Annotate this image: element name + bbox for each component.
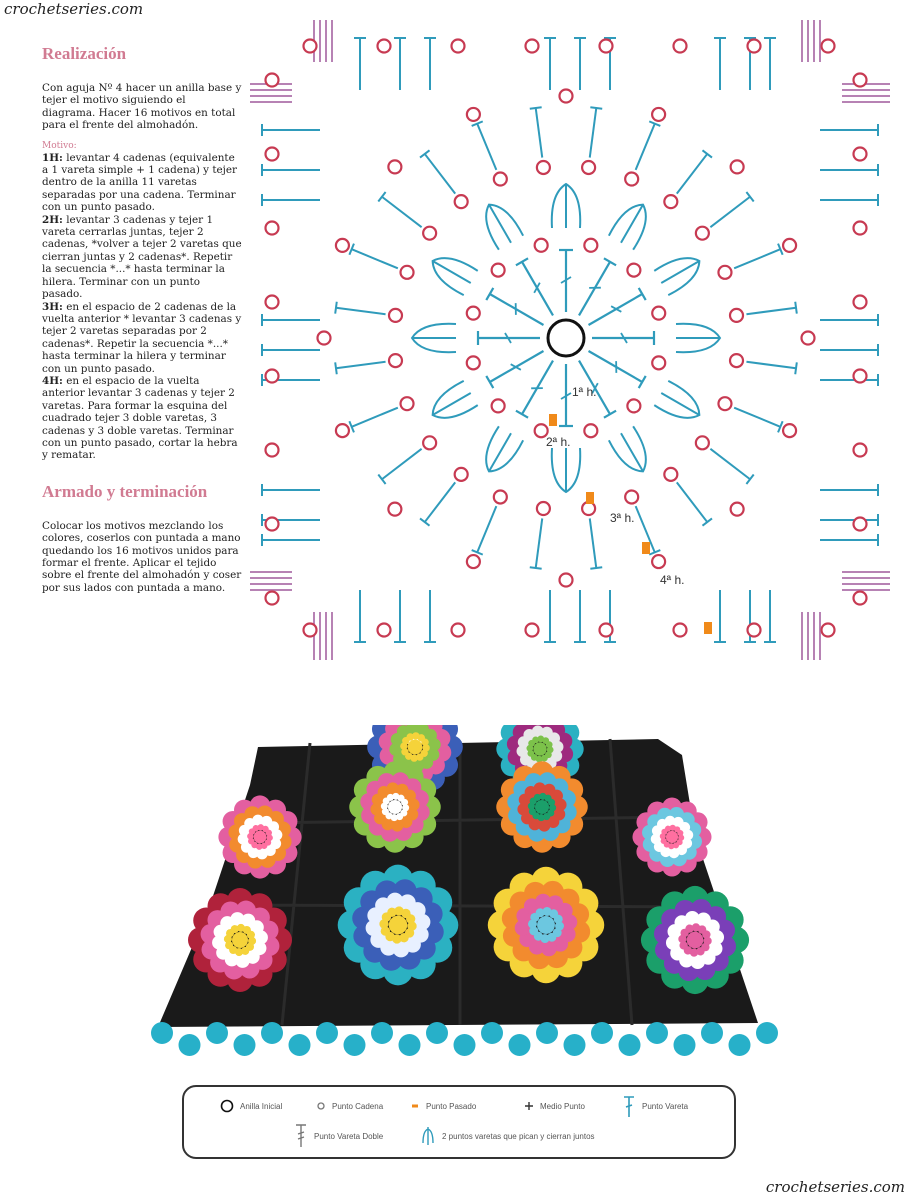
stitch — [677, 482, 707, 522]
chain-stitch — [730, 309, 743, 322]
chain-stitch — [822, 624, 835, 637]
step-key: 1H: — [42, 151, 63, 164]
pompom — [454, 1034, 476, 1056]
pompom — [564, 1034, 586, 1056]
chain-stitch — [467, 356, 480, 369]
stitch — [795, 362, 797, 374]
cluster-stitch — [676, 324, 720, 352]
cluster-stitch — [676, 324, 720, 352]
motif-center — [666, 831, 678, 843]
intro-text: Con aguja Nº 4 hacer un anilla base y tejer el motivo siguiendo el diagrama. Hacer 16 motivos en total para el frente del almohadón. — [42, 82, 242, 132]
stitch — [702, 518, 712, 525]
chain-stitch — [748, 40, 761, 53]
treble-crochet-icon — [294, 1123, 308, 1149]
motif-petal — [407, 799, 419, 811]
stitch — [734, 249, 780, 268]
stitch — [746, 362, 796, 369]
chain-stitch — [266, 518, 279, 531]
cluster-stitch — [609, 198, 656, 250]
chain-stitch — [452, 624, 465, 637]
brand-watermark-bottom: crochetseries.com — [765, 1178, 905, 1196]
motif-petal — [703, 937, 711, 945]
pompom — [591, 1022, 613, 1044]
chain-stitch — [266, 148, 279, 161]
pillow-photo — [150, 725, 790, 1070]
chain-stitch — [336, 239, 349, 252]
pompom — [371, 1022, 393, 1044]
stitch — [477, 506, 496, 552]
stitch — [604, 258, 616, 265]
motif-petal — [414, 914, 430, 930]
legend-item — [420, 1125, 595, 1147]
stitch — [639, 288, 646, 300]
chain-stitch — [854, 592, 867, 605]
chain-stitch — [854, 444, 867, 457]
legend-item — [220, 1099, 282, 1113]
motif-petal — [402, 804, 409, 811]
chain-stitch — [266, 74, 279, 87]
stitch — [425, 482, 455, 522]
pompom — [481, 1022, 503, 1044]
chain-stitch — [266, 222, 279, 235]
step-key: 3H: — [42, 300, 63, 313]
legend-label: Punto Vareta — [642, 1101, 689, 1111]
cluster-stitch — [477, 198, 524, 250]
legend-item — [316, 1099, 383, 1113]
chain-stitch — [318, 332, 331, 345]
chain-stitch — [467, 108, 480, 121]
pompom — [756, 1022, 778, 1044]
legend-label: Punto Vareta Doble — [314, 1131, 384, 1141]
chain-stitch — [467, 555, 480, 568]
stitch — [378, 474, 385, 484]
step-text: levantar 3 cadenas y tejer 1 vareta cerrarlas juntas, tejer 2 cadenas, *volver a tejer 2 varetas que cierran juntas y 2 cadenas*. Repetir la secuencia *...* hasta terminar la hilera. Terminar con un punto pasado. — [42, 213, 242, 301]
slip-stitch-marker — [586, 492, 594, 504]
pompom — [536, 1022, 558, 1044]
stitch — [536, 518, 543, 568]
motif-petal — [248, 937, 256, 945]
legend-item — [622, 1093, 688, 1119]
chain-stitch — [730, 354, 743, 367]
chain-stitch — [389, 354, 402, 367]
chain-stitch — [304, 624, 317, 637]
stitch — [486, 376, 493, 388]
legend-label: Medio Punto — [540, 1101, 585, 1111]
cluster-stitch — [654, 249, 706, 296]
cluster-stitch — [477, 426, 524, 478]
step-2h — [42, 214, 242, 301]
chain-stitch — [423, 227, 436, 240]
legend-label: Punto Pasado — [426, 1101, 477, 1111]
chain-stitch — [537, 502, 550, 515]
chain-stitch — [423, 436, 436, 449]
chain-stitch — [266, 296, 279, 309]
stitch — [378, 192, 385, 202]
chain-stitch — [378, 40, 391, 53]
step-key: 2H: — [42, 213, 63, 226]
legend-label: Punto Cadena — [332, 1101, 384, 1111]
chain-stitch — [266, 444, 279, 457]
legend-label: Anilla Inicial — [240, 1101, 283, 1111]
chain-stitch — [467, 307, 480, 320]
brand-watermark-top: crochetseries.com — [4, 0, 144, 18]
cluster-stitch — [654, 381, 706, 428]
stitch — [335, 362, 337, 374]
double-crochet-icon — [622, 1093, 636, 1119]
stitch — [590, 107, 602, 109]
chain-stitch — [336, 424, 349, 437]
cluster-stitch — [426, 249, 478, 296]
chain-stitch — [625, 173, 638, 186]
chain-stitch — [526, 624, 539, 637]
cluster-stitch — [552, 448, 580, 492]
motif-petal — [407, 921, 416, 930]
step-text: en el espacio de la vuelta anterior levantar 3 cadenas y tejer 2 varetas. Para formar la esquina del cuadrado tejer 3 doble varetas, 3 cadenas y 3 doble varetas. Terminar con un punto pasado, cortar la hebra y rematar. — [42, 374, 238, 462]
chain-stitch — [627, 264, 640, 277]
row-label-3: 3ª h. — [610, 511, 635, 525]
motif-center — [254, 831, 267, 844]
section-heading-realizacion: Realización — [42, 44, 127, 63]
stitch — [636, 124, 655, 170]
stitch — [335, 302, 337, 314]
stitch — [530, 567, 542, 569]
motif-center — [388, 800, 402, 814]
chain-stitch — [718, 266, 731, 279]
stitch — [336, 308, 386, 315]
cluster-stitch — [412, 324, 456, 352]
cluster-stitch — [654, 249, 706, 296]
chain-stitch — [389, 309, 402, 322]
legend-item — [524, 1099, 585, 1113]
stitch — [702, 150, 712, 157]
motif-center — [535, 800, 549, 814]
chain-stitch — [388, 503, 401, 516]
chain-stitch — [652, 307, 665, 320]
step-text: en el espacio de 2 cadenas de la vuelta anterior * levantar 3 cadenas y tejer 2 varetas separadas por 2 cadenas*. Repetir la secuencia *...* hasta terminar la hilera y terminar con un punto pasado. — [42, 300, 242, 375]
chain-stitch — [783, 424, 796, 437]
chain-stitch — [854, 518, 867, 531]
row-label-2: 2ª h. — [546, 435, 571, 449]
pompom — [206, 1022, 228, 1044]
cluster-stitch — [552, 448, 580, 492]
step-4h — [42, 375, 242, 462]
pompom — [619, 1034, 641, 1056]
chain-stitch — [652, 555, 665, 568]
ring-icon — [220, 1099, 234, 1113]
stitch — [590, 518, 597, 568]
motivo-label: Motivo: — [42, 140, 77, 151]
cluster-stitch — [412, 324, 456, 352]
stitch — [477, 124, 496, 170]
chain-stitch — [822, 40, 835, 53]
motif-center — [537, 916, 555, 934]
chain-stitch — [731, 503, 744, 516]
stitch — [639, 376, 646, 388]
stitch — [536, 108, 543, 158]
pompom — [646, 1022, 668, 1044]
motif-petal — [552, 741, 564, 753]
slip-stitch-marker — [549, 414, 557, 426]
cluster-stitch — [426, 381, 478, 428]
stitch — [530, 107, 542, 109]
stitch — [516, 258, 528, 265]
stitch — [590, 567, 602, 569]
cluster-stitch — [609, 198, 656, 250]
stitch — [710, 449, 750, 479]
chain-stitch — [584, 239, 597, 252]
stitch — [420, 150, 430, 157]
chain-stitch — [492, 264, 505, 277]
motif-center — [408, 740, 423, 755]
cluster-stitch — [654, 381, 706, 428]
cluster-stitch — [552, 184, 580, 228]
chain-stitch — [696, 227, 709, 240]
chain-stitch — [783, 239, 796, 252]
chain-stitch — [854, 370, 867, 383]
stitch — [420, 518, 430, 525]
chain-stitch — [652, 356, 665, 369]
pompom — [509, 1034, 531, 1056]
cluster-stitch — [609, 426, 656, 478]
motif-petal — [422, 744, 429, 751]
row-label-1: 1ª h. — [572, 385, 597, 399]
stitch — [746, 308, 796, 315]
chain-stitch — [664, 468, 677, 481]
crochet-chart-diagram — [250, 20, 890, 660]
row-label-4: 4ª h. — [660, 573, 685, 587]
stitch — [425, 154, 455, 194]
legend-item — [410, 1099, 476, 1113]
stitch — [710, 197, 750, 227]
stitch — [486, 288, 493, 300]
single-crochet-icon — [524, 1099, 534, 1113]
pompom — [179, 1034, 201, 1056]
pompom — [234, 1034, 256, 1056]
pompom-trim — [151, 1022, 778, 1056]
motif-petal — [271, 829, 282, 840]
motif-center — [389, 916, 408, 935]
motif-petal — [562, 914, 578, 930]
instructions-column — [42, 44, 242, 603]
chain-stitch — [674, 40, 687, 53]
cluster-stitch — [477, 426, 524, 478]
chain-stitch — [537, 161, 550, 174]
cluster-stitch — [426, 249, 478, 296]
stitch — [746, 192, 753, 202]
chain-stitch — [388, 160, 401, 173]
chain-stitch — [535, 239, 548, 252]
chain-stitch — [854, 74, 867, 87]
pompom — [674, 1034, 696, 1056]
chain-stitch — [582, 161, 595, 174]
chain-stitch — [452, 40, 465, 53]
cluster-icon — [420, 1125, 436, 1147]
chain-stitch — [652, 108, 665, 121]
step-key: 4H: — [42, 374, 63, 387]
chain-stitch — [455, 468, 468, 481]
motif-petal — [254, 930, 268, 944]
chain-stitch — [584, 424, 597, 437]
slip-stitch-marker — [642, 542, 650, 554]
motif-petal — [554, 799, 566, 811]
cluster-stitch — [477, 198, 524, 250]
stitch — [352, 249, 398, 268]
pompom — [344, 1034, 366, 1056]
magic-ring-icon — [548, 320, 584, 356]
cluster-stitch — [426, 381, 478, 428]
stitch — [590, 108, 597, 158]
motif-petal — [555, 922, 564, 931]
pompom — [261, 1022, 283, 1044]
chain-stitch — [731, 160, 744, 173]
slip-stitch-icon — [410, 1099, 420, 1113]
chain-icon — [316, 1099, 326, 1113]
chain-stitch — [854, 296, 867, 309]
chain-stitch — [266, 592, 279, 605]
legend-label: 2 puntos varetas que pican y cierran juntos — [442, 1131, 595, 1141]
stitch — [746, 474, 753, 484]
stitch — [352, 408, 398, 427]
pompom — [289, 1034, 311, 1056]
step-text: levantar 4 cadenas (equivalente a 1 vareta simple + 1 cadena) y tejer dentro de la anilla 11 varetas separadas por una cadena. Terminar con un punto pasado. — [42, 151, 238, 214]
motif-petal — [549, 804, 556, 811]
chain-stitch — [455, 195, 468, 208]
chain-stitch — [378, 624, 391, 637]
chain-stitch — [802, 332, 815, 345]
pompom — [316, 1022, 338, 1044]
step-1h — [42, 152, 242, 214]
stitch — [382, 449, 422, 479]
motif-petal — [709, 930, 724, 945]
chain-stitch — [748, 624, 761, 637]
pompom — [151, 1022, 173, 1044]
chain-stitch — [492, 399, 505, 412]
chain-stitch — [625, 490, 638, 503]
chain-stitch — [494, 490, 507, 503]
chain-stitch — [664, 195, 677, 208]
chain-stitch — [854, 148, 867, 161]
cluster-stitch — [552, 184, 580, 228]
chain-stitch — [600, 40, 613, 53]
chain-stitch — [718, 397, 731, 410]
motif-petal — [678, 835, 684, 841]
slip-stitch-marker — [704, 622, 712, 634]
chain-stitch — [696, 436, 709, 449]
stitch — [382, 197, 422, 227]
pompom — [729, 1034, 751, 1056]
armado-text: Colocar los motivos mezclando los colores, coserlos con puntada a mano quedando los 16 motivos unidos para formar el frente. Aplicar el tejido sobre el frente del almohadón y coser por sus lados con puntada a mano. — [42, 519, 242, 594]
chain-stitch — [266, 370, 279, 383]
section-heading-armado: Armado y terminación — [42, 481, 208, 501]
stitch — [734, 408, 780, 427]
chain-stitch — [674, 624, 687, 637]
chain-stitch — [627, 399, 640, 412]
chain-stitch — [304, 40, 317, 53]
chain-stitch — [494, 173, 507, 186]
pompom — [426, 1022, 448, 1044]
motif-center — [533, 742, 546, 755]
motif-petal — [547, 746, 554, 753]
motif-center — [687, 932, 704, 949]
cluster-stitch — [609, 426, 656, 478]
chain-stitch — [560, 90, 573, 103]
motif-petal — [683, 830, 694, 841]
stitch — [795, 302, 797, 314]
pompom — [399, 1034, 421, 1056]
legend-item — [294, 1123, 383, 1149]
step-3h — [42, 301, 242, 375]
stitch-legend — [182, 1085, 736, 1159]
motif-petal — [428, 738, 441, 751]
chain-stitch — [401, 397, 414, 410]
chain-stitch — [401, 266, 414, 279]
motif-center — [232, 932, 248, 948]
stitch — [677, 154, 707, 194]
stitch — [516, 411, 528, 418]
pompom — [701, 1022, 723, 1044]
chain-stitch — [854, 222, 867, 235]
chain-stitch — [600, 624, 613, 637]
stitch — [336, 362, 386, 369]
chain-stitch — [560, 574, 573, 587]
chain-stitch — [526, 40, 539, 53]
stitch — [604, 411, 616, 418]
motif-petal — [266, 835, 272, 841]
